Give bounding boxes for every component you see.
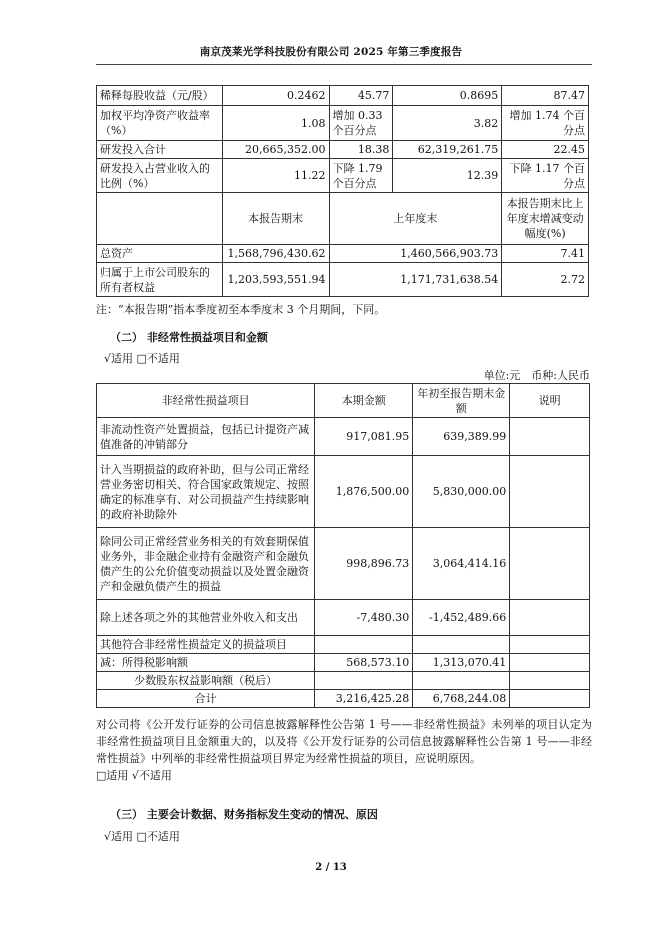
cell-value: 下降 1.17 个百分点: [502, 159, 589, 193]
cell-value: 639,389.99: [413, 418, 510, 456]
item-label: 其他符合非经常性损益定义的损益项目: [97, 636, 315, 654]
column-header: 说明: [510, 384, 590, 418]
cell-value: [413, 672, 510, 690]
cell-value: 0.2462: [222, 86, 329, 106]
table-row: [97, 456, 590, 528]
applicability-status-2: □适用 √不适用: [96, 769, 172, 782]
row-label: 研发投入占营业收入的比例（%）: [97, 159, 223, 193]
cell-value: 5,830,000.00: [413, 456, 510, 528]
cell-remark: [510, 690, 590, 708]
row-label: 总资产: [97, 245, 223, 263]
table-row: [97, 245, 589, 263]
non-recurring-gains-table: [96, 383, 590, 708]
cell-value: 1,460,566,903.73: [329, 245, 502, 263]
row-label: 归属于上市公司股东的所有者权益: [97, 263, 223, 297]
table-row: [97, 141, 589, 159]
cell-remark: [510, 456, 590, 528]
row-label: 研发投入合计: [97, 141, 223, 159]
column-header: 本报告期末比上年度末增减变动幅度(%): [502, 193, 589, 245]
cell-value: 62,319,261.75: [393, 141, 502, 159]
table-note: 注：“本报告期”指本季度初至本季度末 3 个月期间，下同。: [96, 303, 386, 316]
cell-value: 12.39: [393, 159, 502, 193]
row-label: 加权平均净资产收益率（%）: [97, 106, 223, 141]
cell-value: 3.82: [393, 106, 502, 141]
cell-remark: [510, 600, 590, 636]
cell-value: [413, 636, 510, 654]
page-number: 2 / 13: [315, 862, 347, 873]
table-row: [97, 672, 590, 690]
row-label: 稀释每股收益（元/股）: [97, 86, 223, 106]
item-label: 除同公司正常经营业务相关的有效套期保值业务外，非金融企业持有金融资产和金融负债产生的公允价值变动损益以及处置金融资产和金融负债产生的损益: [97, 528, 315, 600]
cell-value: 7.41: [502, 245, 589, 263]
column-header: 本期金额: [315, 384, 413, 418]
table-subheader-row: [97, 193, 589, 245]
column-header: 本报告期末: [222, 193, 329, 245]
cell-value: 45.77: [329, 86, 393, 106]
cell-remark: [510, 636, 590, 654]
cell-value: 1,203,593,551.94: [222, 263, 329, 297]
table-row: [97, 636, 590, 654]
cell-value: 0.8695: [393, 86, 502, 106]
table-row: [97, 528, 590, 600]
applicability-status-3: √适用 □不适用: [104, 830, 180, 843]
cell-value: 2.72: [502, 263, 589, 297]
item-label: 计入当期损益的政府补助，但与公司正常经营业务密切相关、符合国家政策规定、按照确定的标准享有、对公司损益产生持续影响的政府补助除外: [97, 456, 315, 528]
cell-value: -1,452,489.66: [413, 600, 510, 636]
table-row: [97, 418, 590, 456]
cell-value: 下降 1.79 个百分点: [329, 159, 393, 193]
page-header-title: 南京茂莱光学科技股份有限公司 2025 年第三季度报告: [199, 46, 463, 58]
cell-value: 6,768,244.08: [413, 690, 510, 708]
cell-value: [315, 672, 413, 690]
cell-value: [315, 636, 413, 654]
header-divider: [96, 64, 592, 65]
cell-value: 568,573.10: [315, 654, 413, 672]
section-title-non-recurring: （二） 非经常性损益项目和金额: [110, 331, 268, 344]
unit-currency: 单位:元 币种:人民币: [483, 369, 590, 382]
item-label: 除上述各项之外的其他营业外收入和支出: [97, 600, 315, 636]
explanation-paragraph: 对公司将《公开发行证券的公司信息披露解释性公告第 1 号——非经常性损益》未列举的项目认定为非经常性损益项目且金额重大的，以及将《公开发行证券的公司信息披露解释性公告第 1 号——非经常性损益》中列举的非经常性损益项目界定为经常性损益的项目，应说明原因。: [96, 718, 592, 765]
cell-value: 11.22: [222, 159, 329, 193]
item-label: 减：所得税影响额: [97, 654, 315, 672]
table-row: [97, 159, 589, 193]
cell-value: 22.45: [502, 141, 589, 159]
table-row: [97, 106, 589, 141]
item-label: 合计: [97, 690, 315, 708]
table-total-row: [97, 690, 590, 708]
cell-value: 1,568,796,430.62: [222, 245, 329, 263]
cell-value: 917,081.95: [315, 418, 413, 456]
cell-value: 87.47: [502, 86, 589, 106]
column-header: 年初至报告期末金额: [413, 384, 510, 418]
table-row: [97, 263, 589, 297]
column-header: 上年度末: [329, 193, 502, 245]
cell-value: 增加 1.74 个百分点: [502, 106, 589, 141]
table-row: [97, 654, 590, 672]
cell-remark: [510, 528, 590, 600]
cell-value: 1.08: [222, 106, 329, 141]
applicability-status: √适用 □不适用: [104, 352, 180, 365]
cell-value: 3,216,425.28: [315, 690, 413, 708]
cell-value: 3,064,414.16: [413, 528, 510, 600]
cell-remark: [510, 654, 590, 672]
cell-value: 增加 0.33 个百分点: [329, 106, 393, 141]
cell-value: 1,313,070.41: [413, 654, 510, 672]
cell-value: 998,896.73: [315, 528, 413, 600]
cell-value: 1,171,731,638.54: [329, 263, 502, 297]
table-header-row: [97, 384, 590, 418]
cell-remark: [510, 418, 590, 456]
cell-remark: [510, 672, 590, 690]
cell-value: -7,480.30: [315, 600, 413, 636]
financial-indicators-table: [96, 85, 589, 297]
item-label: 少数股东权益影响额（税后）: [97, 672, 315, 690]
section-title-changes: （三） 主要会计数据、财务指标发生变动的情况、原因: [110, 808, 378, 821]
cell-value: 1,876,500.00: [315, 456, 413, 528]
item-label: 非流动性资产处置损益，包括已计提资产减值准备的冲销部分: [97, 418, 315, 456]
cell-value: 20,665,352.00: [222, 141, 329, 159]
table-row: [97, 600, 590, 636]
column-header: 非经常性损益项目: [97, 384, 315, 418]
table-row: [97, 86, 589, 106]
cell-value: 18.38: [329, 141, 393, 159]
